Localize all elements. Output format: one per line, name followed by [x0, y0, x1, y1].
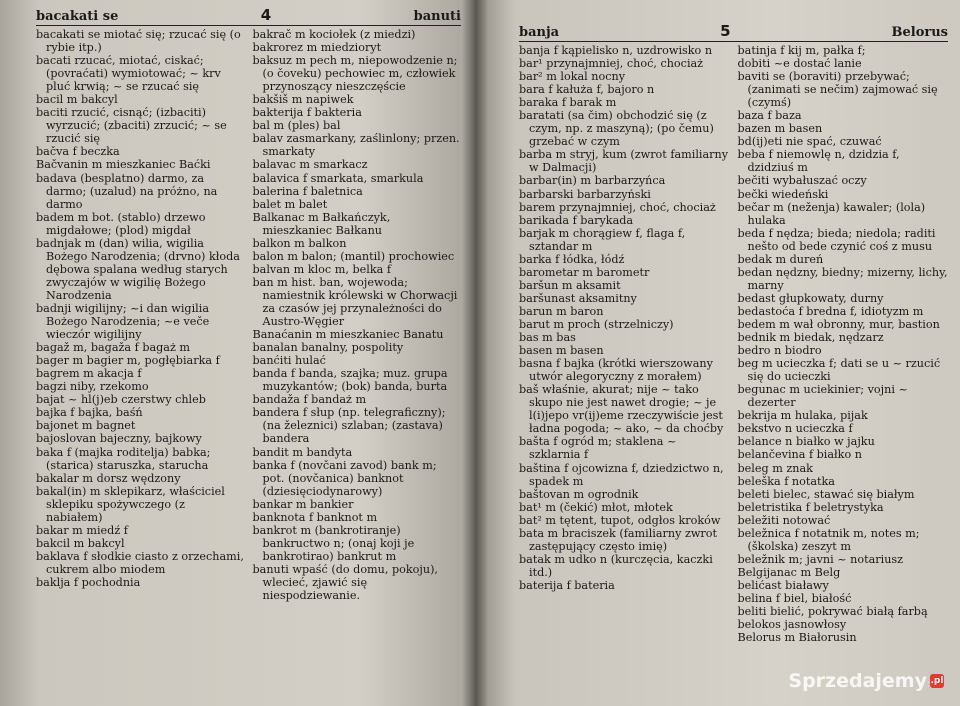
dictionary-entry: balkon m balkon — [252, 236, 347, 250]
dictionary-entry: belina f biel, białość — [737, 591, 852, 605]
dictionary-entry: bankar m bankier — [252, 497, 354, 511]
dictionary-entry: bata m braciszek (familiarny zwrot zastępujący często imię) — [519, 526, 717, 553]
book-gutter-shadow — [462, 0, 488, 706]
dictionary-entry: barka f łódka, łódź — [519, 252, 625, 266]
dictionary-entry: banuti wpaść (do domu, pokoju), wlecieć, zjawić się niespodziewanie. — [252, 562, 438, 603]
dictionary-entry: bedak m dureń — [737, 252, 824, 266]
dictionary-entry: Belgijanac m Belg — [737, 565, 841, 579]
dictionary-entry: beleg m znak — [737, 461, 813, 475]
dictionary-entry: beležnica f notatnik m, notes m; (školska) zeszyt m — [737, 526, 920, 553]
dictionary-entry: basna f bajka (krótki wierszowany utwór alegoryczny z morałem) — [519, 357, 713, 384]
dictionary-entry: balavac m smarkacz — [252, 158, 368, 172]
dictionary-entry: bandera f słup (np. telegraficzny); (na železnici) szlaban; (zastava) bandera — [252, 406, 446, 446]
dictionary-entry: bedan nędzny, biedny; mizerny, lichy, marny — [737, 265, 948, 292]
dictionary-entry: bečar m (neženja) kawaler; (lola) hulaka — [737, 200, 926, 227]
right-header-guideword-last: Belorus — [891, 25, 948, 40]
dictionary-entry: Belorus m Białorusin — [737, 631, 857, 645]
dictionary-entry: baviti se (boraviti) przebywać; (zanimati se nečim) zajmować się (czymś) — [737, 70, 938, 110]
right-header-guideword-first: banja — [519, 25, 560, 40]
dictionary-entry: baštovan m ogrodnik — [519, 487, 639, 501]
dictionary-entry: baka f (majka roditelja) babka; (starica) staruszka, starucha — [36, 445, 211, 472]
left-page-column-2 — [253, 28, 462, 602]
dictionary-entry: bagaž m, bagaža f bagaż m — [36, 341, 191, 355]
dictionary-entry: balav zasmarkany, zaślinlony; przen. smarkaty — [252, 132, 460, 159]
watermark-text: Sprzedajemy — [788, 670, 927, 692]
dictionary-entry: baština f ojcowizna f, dziedzictwo n, spadek m — [519, 461, 724, 488]
dictionary-entry: bagrem m akacja f — [36, 367, 142, 381]
dictionary-entry: bajoslovan bajeczny, bajkowy — [36, 432, 202, 446]
site-watermark — [788, 670, 944, 692]
dictionary-entry: bakal(in) m sklepikarz, właściciel sklepiku spożywczego (z nabiałem) — [36, 484, 225, 524]
dictionary-entry: bakrač m kociołek (z miedzi) — [252, 28, 416, 41]
dictionary-entry: bačva f beczka — [36, 145, 120, 159]
dictionary-entry: beda f nędza; bieda; niedola; raditi nešto od bede czynić coś z musu — [737, 226, 936, 253]
dictionary-entry: banja f kąpielisko n, uzdrowisko n — [519, 44, 713, 57]
left-header-guideword-last: banuti — [413, 9, 461, 24]
dictionary-entry: balvan m kloc m, belka f — [252, 262, 391, 276]
dictionary-entry: bekstvo n ucieczka f — [737, 422, 853, 436]
dictionary-entry: bar² m lokal nocny — [519, 70, 626, 84]
dictionary-entry: bar¹ przynajmniej, choć, chociaż — [519, 57, 704, 71]
dictionary-entry: baza f baza — [737, 109, 802, 123]
right-page-columns — [519, 44, 948, 644]
dictionary-entry: baršunast aksamitny — [519, 291, 637, 305]
dictionary-entry: bankrot m (bankrotiranje) bankructwo n; (onaj koji je bankrotirao) bankrut m — [252, 523, 415, 563]
dictionary-entry: badnji wigilijny; ~i dan wigilia Bożego Narodzenia; ~e veče wieczór wigilijny — [36, 301, 210, 342]
dictionary-entry: bager m bagier m, pogłębiarka f — [36, 354, 220, 368]
dictionary-entry: baklava f słodkie ciasto z orzechami, cukrem albo miodem — [36, 549, 244, 576]
dictionary-entry: barbarski barbarzyński — [519, 187, 651, 201]
dictionary-entry: barun m baron — [519, 304, 604, 318]
dictionary-entry: bedast głupkowaty, durny — [737, 291, 884, 305]
dictionary-entry: bajka f bajka, baśń — [36, 406, 143, 420]
dictionary-entry: baraka f barak m — [519, 96, 617, 110]
dictionary-entry: bakcil m bakcyl — [36, 536, 125, 550]
dictionary-entry: bacakati se miotać się; rzucać się (o rybie itp.) — [36, 28, 241, 55]
dictionary-entry: bedastoća f bredna f, idiotyzm m — [737, 304, 924, 318]
dictionary-entry: bednik m biedak, nędzarz — [737, 331, 884, 345]
dictionary-entry: ban m hist. ban, wojewoda; namiestnik królewski w Chorwacji za czasów jej przynależności do Austro-Węgier — [252, 275, 458, 329]
dictionary-entry: bas m bas — [519, 331, 576, 345]
dictionary-entry: bagzi niby, rzekomo — [36, 380, 149, 394]
dictionary-entry: bečki wiedeński — [737, 187, 829, 201]
dictionary-entry: badem m bot. (stablo) drzewo migdałowe; (plod) migdał — [36, 210, 206, 237]
dictionary-entry: bara f kałuża f, bajoro n — [519, 83, 655, 97]
dictionary-entry: batak m udko n (kurczęcia, kaczki itd.) — [519, 552, 713, 579]
dictionary-entry: bandaža f bandaż m — [252, 393, 367, 407]
dictionary-entry: bat² m tętent, tupot, odgłos kroków — [519, 513, 721, 527]
dictionary-entry: bečiti wybałuszać oczy — [737, 174, 867, 188]
dictionary-entry: bašta f ogród m; staklena ~ szklarnia f — [519, 435, 677, 462]
dictionary-entry: baršun m aksamit — [519, 278, 621, 292]
dictionary-entry: barikada f barykada — [519, 213, 634, 227]
dictionary-entry: bedro n biodro — [737, 344, 822, 358]
dictionary-entry: beletristika f beletrystyka — [737, 500, 884, 514]
dictionary-entry: badnjak m (dan) wilia, wigilia Bożego Narodzenia; (drvno) kłoda dębowa spalana według starych zwyczajów w wigilię Bożego Narodzenia — [36, 236, 240, 302]
dictionary-entry: bandit m bandyta — [252, 445, 353, 459]
dictionary-entry: belance n białko w jajku — [737, 435, 875, 449]
dictionary-entry: barbar(in) m barbarzyńca — [519, 174, 666, 188]
right-page-column-1 — [519, 44, 730, 644]
left-header-guideword-first: bacakati se — [36, 9, 119, 24]
dictionary-entry: beležnik m; javni ~ notariusz — [737, 552, 904, 566]
right-page-column-2 — [738, 44, 949, 644]
dictionary-entry: basen m basen — [519, 344, 604, 358]
right-page-header — [519, 22, 948, 42]
watermark-badge-icon: .pl — [930, 676, 944, 686]
dictionary-entry: baklja f pochodnia — [36, 575, 141, 589]
dictionary-entry: banknota f banknot m — [252, 510, 378, 524]
dictionary-entry: barem przynajmniej, choć, chociaż — [519, 200, 716, 214]
dictionary-entry: baciti rzucić, cisnąć; (izbaciti) wyrzucić; (zbaciti) zrzucić; ~ se rzucić się — [36, 106, 227, 146]
right-page-number: 5 — [720, 22, 731, 40]
dictionary-entry: begunac m uciekinier; vojni ~ dezerter — [737, 383, 908, 410]
dictionary-entry: balerina f baletnica — [252, 184, 363, 198]
dictionary-entry: balon m balon; (mantil) prochowiec — [252, 249, 455, 263]
dictionary-entry: balet m balet — [252, 197, 328, 211]
dictionary-entry: baš właśnie, akurat; nije ~ tako skupo nie jest nawet drogie; ~ je l(i)jepo vr(ij)eme rzeczywiście jest ładna pogoda; ~ ako, ~ da choćby — [519, 383, 724, 436]
dictionary-entry: belančevina f białko n — [737, 448, 862, 462]
dictionary-entry: banda f banda, szajka; muz. grupa muzykantów; (bok) banda, burta — [252, 367, 448, 394]
dictionary-entry: Balkanac m Bałkańczyk, mieszkaniec Bałkanu — [252, 210, 391, 237]
dictionary-entry: beleška f notatka — [737, 474, 835, 488]
dictionary-entry: bazen m basen — [737, 122, 823, 136]
dictionary-entry: badava (besplatno) darmo, za darmo; (uzalud) na próżno, na darmo — [36, 171, 218, 211]
dictionary-entry: beliti bielić, pokrywać białą farbą — [737, 605, 928, 619]
dictionary-entry: bacil m bakcyl — [36, 93, 118, 107]
right-page — [475, 0, 960, 706]
dictionary-entry: bajat ~ hl(j)eb czerstwy chleb — [36, 393, 206, 407]
left-page — [0, 0, 475, 706]
dictionary-entry: belokos jasnowłosy — [737, 618, 847, 632]
left-page-column-1 — [36, 28, 245, 602]
left-page-header — [36, 6, 461, 26]
dictionary-entry: beležiti notować — [737, 513, 831, 527]
dictionary-entry: balavica f smarkata, smarkula — [252, 171, 424, 185]
dictionary-entry: barut m proch (strzelniczy) — [519, 317, 674, 331]
dictionary-entry: bakar m miedź f — [36, 523, 128, 537]
dictionary-entry: baksuz m pech m, niepowodzenie n; (o čoveku) pechowiec m, człowiek przynoszący nieszczęście — [252, 54, 458, 94]
dictionary-entry: baterija f bateria — [519, 578, 615, 592]
dictionary-entry: barometar m barometr — [519, 265, 650, 279]
dictionary-entry: bd(ij)eti nie spać, czuwać — [737, 135, 882, 149]
dictionary-entry: bedem m wał obronny, mur, bastion — [737, 317, 940, 331]
dictionary-entry: bakšiš m napiwek — [252, 93, 354, 107]
dictionary-entry: bakrorez m miedzioryt — [252, 41, 382, 55]
dictionary-entry: barba m stryj, kum (zwrot familiarny w Dalmacji) — [519, 148, 729, 175]
dictionary-entry: bajonet m bagnet — [36, 419, 136, 433]
dictionary-entry: bal m (ples) bal — [252, 119, 341, 133]
dictionary-entry: Bačvanin m mieszkaniec Baćki — [36, 158, 211, 172]
dictionary-entry: belićast białawy — [737, 578, 829, 592]
dictionary-entry: Banaćanin m mieszkaniec Banatu — [252, 328, 444, 342]
dictionary-entry: dobiti ~e dostać lanie — [737, 57, 862, 71]
dictionary-entry: banćiti hulać — [252, 354, 326, 368]
dictionary-entry: batinja f kij m, pałka f; — [737, 44, 866, 57]
dictionary-entry: banalan banalny, pospolity — [252, 341, 404, 355]
dictionary-entry: baratati (sa čim) obchodzić się (z czym, np. z maszyną); (po čemu) grzebać w czym — [519, 109, 714, 149]
dictionary-entry: bakalar m dorsz wędzony — [36, 471, 181, 485]
dictionary-entry: bakterija f bakteria — [252, 106, 362, 120]
dictionary-entry: bekrija m hulaka, pijak — [737, 409, 868, 423]
dictionary-entry: bacati rzucać, miotać, ciskać; (povraćati) wymiotować; ~ krv pluć krwią; ~ se rzucać się — [36, 54, 221, 94]
dictionary-entry: beba f niemowlę n, dzidzia f, dzidziuś m — [737, 148, 900, 175]
dictionary-entry: barjak m chorągiew f, flaga f, sztandar m — [519, 226, 686, 253]
dictionary-entry: banka f (novčani zavod) bank m; pot. (novčanica) banknot (dziesięciodynarowy) — [252, 458, 437, 498]
dictionary-entry: beg m ucieczka f; dati se u ~ rzucić się do ucieczki — [737, 357, 941, 384]
left-page-columns — [36, 28, 461, 602]
dictionary-entry: beleti bielec, stawać się białym — [737, 487, 915, 501]
left-page-number: 4 — [260, 6, 272, 24]
dictionary-entry: bat¹ m (čekić) młot, młotek — [519, 500, 673, 514]
